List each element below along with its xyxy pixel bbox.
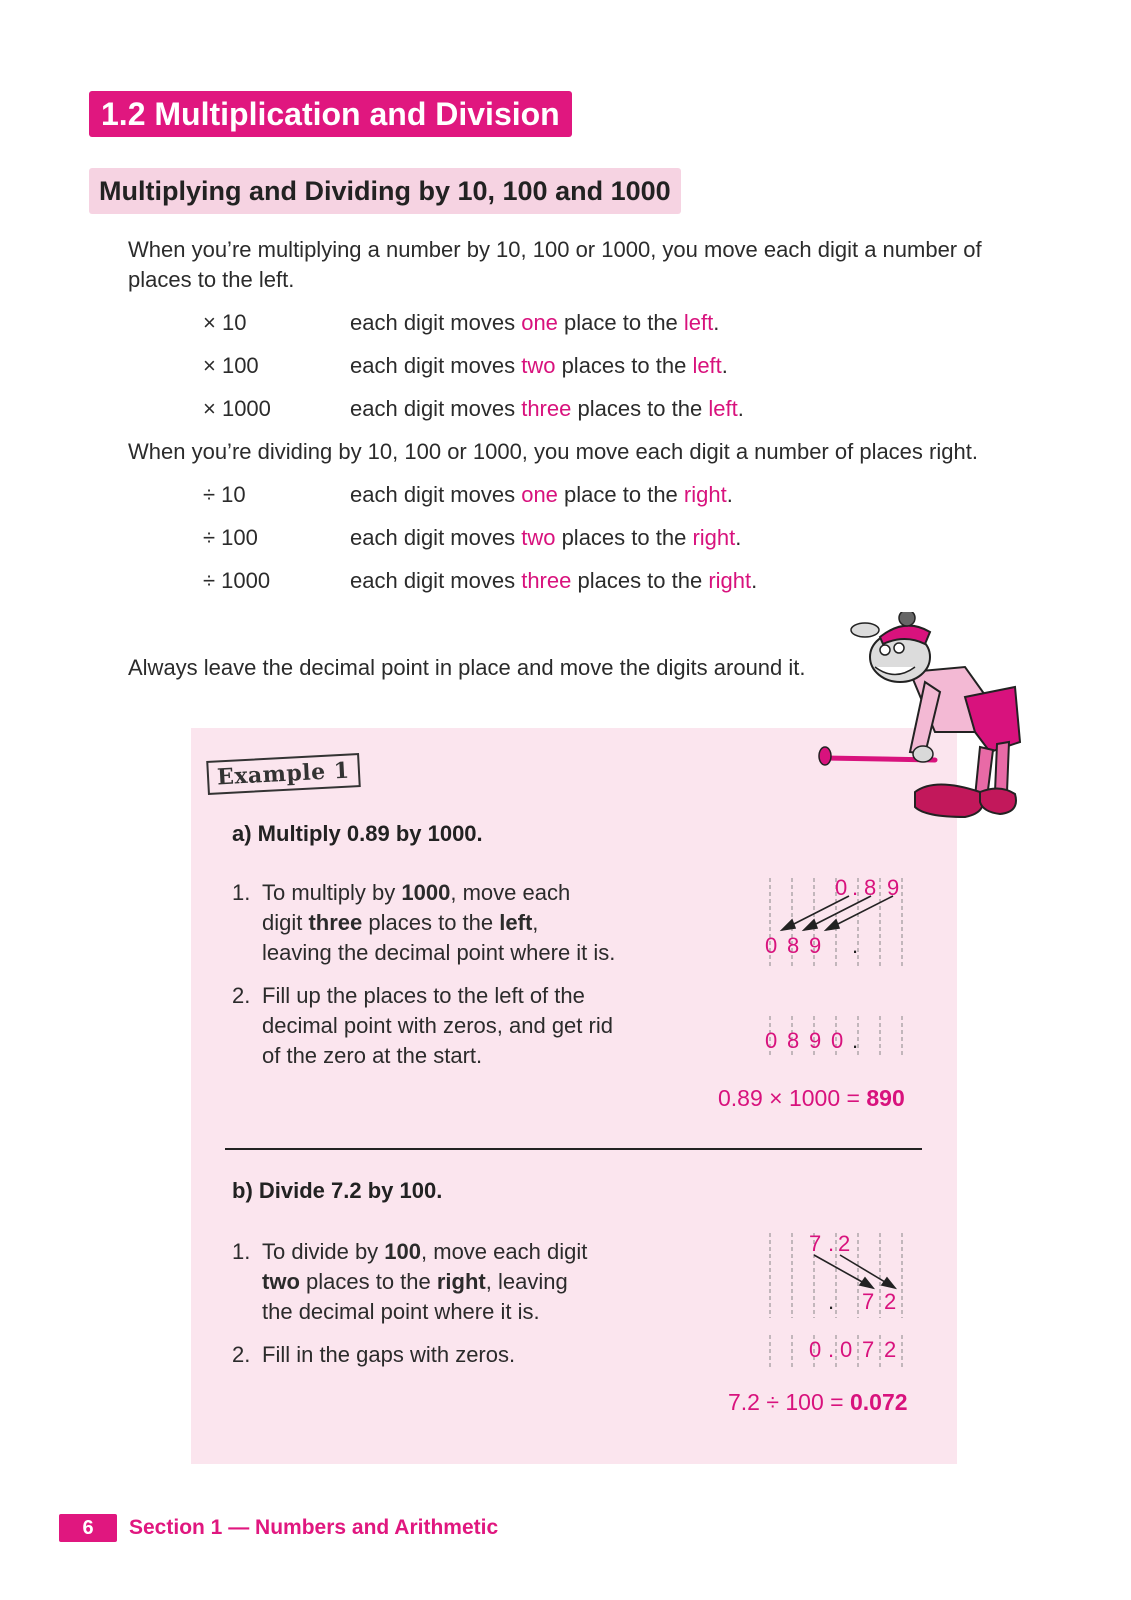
step-number: 2.: [232, 983, 251, 1008]
digit: 8: [864, 875, 877, 900]
step-a2-line3: of the zero at the start.: [262, 1043, 483, 1068]
step-b1-line3: the decimal point where it is.: [262, 1299, 540, 1324]
digit: 0: [840, 1337, 853, 1362]
step-a1-line3: leaving the decimal point where it is.: [262, 940, 616, 965]
decimal-point: .: [828, 1231, 835, 1256]
digit: 8: [787, 933, 800, 958]
digit: 8: [787, 1028, 800, 1053]
digit: 0: [765, 1028, 778, 1053]
digit: 0: [809, 1337, 822, 1362]
digit: 7: [862, 1289, 875, 1314]
result-a: 0.89 × 1000 = 890: [718, 1085, 905, 1111]
rule-op: × 10: [203, 310, 247, 335]
digit: 2: [838, 1231, 851, 1256]
step-a1-line2: digit three places to the left,: [262, 910, 539, 935]
decimal-point: .: [852, 1028, 859, 1053]
result-b: 7.2 ÷ 100 = 0.072: [728, 1389, 908, 1415]
digit: 9: [887, 875, 900, 900]
question-b: b) Divide 7.2 by 100.: [232, 1178, 443, 1203]
rule-text: each digit moves two places to the left.: [350, 353, 728, 378]
divide-intro: When you’re dividing by 10, 100 or 1000, you move each digit a number of places right.: [128, 439, 978, 464]
question-a: a) Multiply 0.89 by 1000.: [232, 821, 483, 846]
digit: 7: [809, 1231, 822, 1256]
step-a2-line2: decimal point with zeros, and get rid: [262, 1013, 613, 1038]
digit: 0: [765, 933, 778, 958]
decimal-point: .: [828, 1289, 835, 1314]
rule-text: each digit moves one place to the right.: [350, 482, 733, 507]
digit: 2: [884, 1289, 897, 1314]
decimal-point: .: [852, 875, 859, 900]
section-title: 1.2 Multiplication and Division: [89, 91, 572, 137]
step-a2-line1: Fill up the places to the left of the: [262, 983, 585, 1008]
step-number: 2.: [232, 1342, 251, 1367]
decimal-point: .: [852, 933, 859, 958]
rule-op: × 100: [203, 353, 259, 378]
rule-text: each digit moves three places to the right.: [350, 568, 758, 593]
digit: 0: [835, 875, 848, 900]
decimal-point: .: [828, 1337, 835, 1362]
step-b2-line1: Fill in the gaps with zeros.: [262, 1342, 516, 1367]
rule-text: each digit moves two places to the right.: [350, 525, 742, 550]
subsection-title: Multiplying and Dividing by 10, 100 and 1000: [89, 168, 681, 214]
decimal-note: Always leave the decimal point in place and move the digits around it.: [128, 655, 806, 680]
digit: 0: [831, 1028, 844, 1053]
rule-op: ÷ 1000: [203, 568, 271, 593]
digit: 9: [809, 933, 822, 958]
step-b1-line1: To divide by 100, move each digit: [262, 1239, 588, 1264]
digit: 2: [884, 1337, 897, 1362]
digit: 9: [809, 1028, 822, 1053]
rule-op: × 1000: [203, 396, 271, 421]
divider: [225, 1148, 922, 1150]
step-number: 1.: [232, 880, 251, 905]
digit: 7: [862, 1337, 875, 1362]
example-stamp: Example 1: [206, 753, 360, 795]
rule-op: ÷ 100: [203, 525, 258, 550]
rule-text: each digit moves three places to the left.: [350, 396, 744, 421]
page-number: 6: [59, 1514, 117, 1542]
intro-line-1: When you’re multiplying a number by 10, 100 or 1000, you move each digit a number of: [128, 237, 982, 262]
golfer-cartoon-icon: [815, 612, 1025, 842]
intro-line-2: places to the left.: [128, 267, 295, 292]
rule-text: each digit moves one place to the left.: [350, 310, 720, 335]
rule-op: ÷ 10: [203, 482, 246, 507]
footer-section: Section 1 — Numbers and Arithmetic: [129, 1516, 499, 1539]
step-number: 1.: [232, 1239, 251, 1264]
step-a1-line1: To multiply by 1000, move each: [262, 880, 571, 905]
step-b1-line2: two places to the right, leaving: [262, 1269, 568, 1294]
